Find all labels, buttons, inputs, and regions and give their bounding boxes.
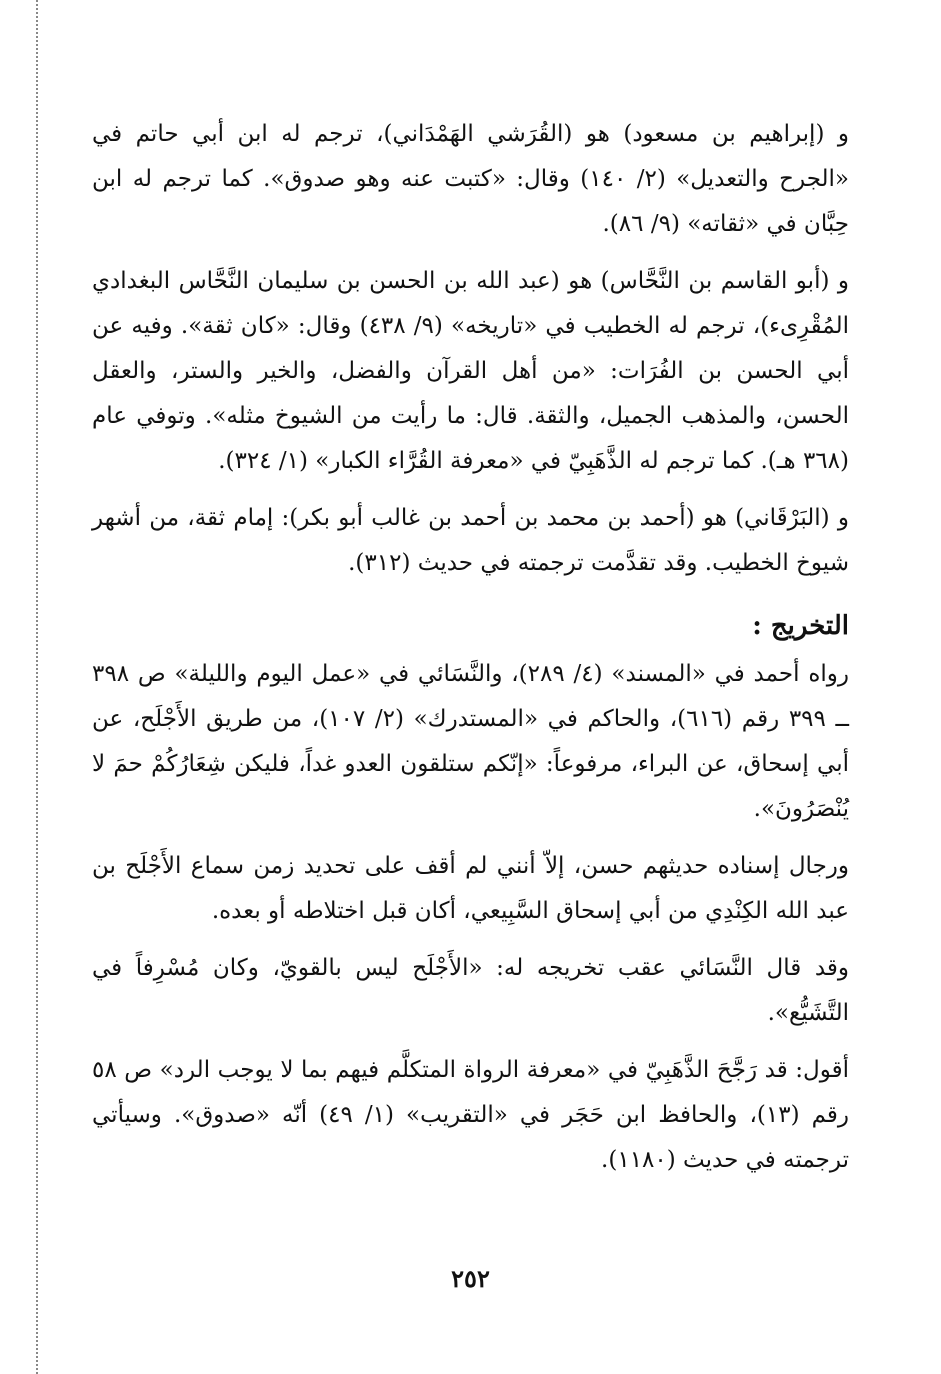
page-number: ٢٥٢ (451, 1264, 490, 1293)
paragraph-al-barqani: و (البَرْقَاني) هو (أحمد بن محمد بن أحمد بن غالب أبو بكر): إمام ثقة، من أشهر شيوخ الخطيب. وقد تقدَّمت ترجمته في حديث (٣١٢). (92, 505, 849, 576)
paragraph-nasai-comment: وقد قال النَّسَائي عقب تخريجه له: «الأَجْلَح ليس بالقويّ، وكان مُسْرِفاً في التَّشَيُّع». (92, 955, 849, 1026)
paragraph-ibrahim-bin-masud: و (إبراهيم بن مسعود) هو (القُرَشي الهَمْدَاني)، ترجم له ابن أبي حاتم في «الجرح والتعديل» (٢/ ١٤٠) وقال: «كتبت عنه وهو صدوق». كما ترجم له ابن حِبَّان في «ثقاته» (٩/ ٨٦). (92, 121, 850, 237)
paragraph-author-conclusion: أقول: قد رَجَّحَ الذَّهَبِيّ في «معرفة الرواة المتكلَّم فيهم بما لا يوجب الرد» ص ٥٨ رقم (١٣)، والحافظ ابن حَجَر في «التقريب» (١/ ٤٩) أنّه «صدوق». وسيأتي ترجمته في حديث (١١٨٠). (92, 1057, 850, 1173)
paragraph-abu-al-qasim-al-nahhas: و (أبو القاسم بن النَّحَّاس) هو (عبد الله بن الحسن بن سليمان النَّحَّاس البغدادي المُقْرِىء)، ترجم له الخطيب في «تاريخه» (٩/ ٤٣٨) وقال: «كان ثقة». وفيه عن أبي الحسن بن الفُرَات: «من أهل القرآن والفضل، والخير والستر، والعقل الحسن، والمذهب الجميل، والثقة. قال: ما رأيت من الشيوخ مثله». وتوفي عام (٣٦٨ هـ). كما ترجم له الذَّهَبِيّ في «معرفة القُرَّاء الكبار» (١/ ٣٢٤). (92, 268, 850, 474)
page-body (92, 112, 849, 1195)
paragraph-isnad-assessment: ورجال إسناده حديثهم حسن، إلاّ أنني لم أقف على تحديد زمن سماع الأَجْلَح بن عبد الله الكِنْدِي من أبي إسحاق السَّبِيعي، أكان قبل اختلاطه أو بعده. (92, 853, 849, 924)
paragraph-takhrij-sources: رواه أحمد في «المسند» (٤/ ٢٨٩)، والنَّسَائي في «عمل اليوم والليلة» ص ٣٩٨ ــ ٣٩٩ رقم (٦١٦)، والحاكم في «المستدرك» (٢/ ١٠٧)، من طريق الأَجْلَح، عن أبي إسحاق، عن البراء، مرفوعاً: «إنّكم ستلقون العدو غداً، فليكن شِعَارُكُمْ حمَ لا يُنْصَرُونَ». (92, 661, 849, 822)
section-heading-takhrij: التخريج : (752, 611, 849, 641)
scan-dotted-edge (36, 0, 38, 1374)
